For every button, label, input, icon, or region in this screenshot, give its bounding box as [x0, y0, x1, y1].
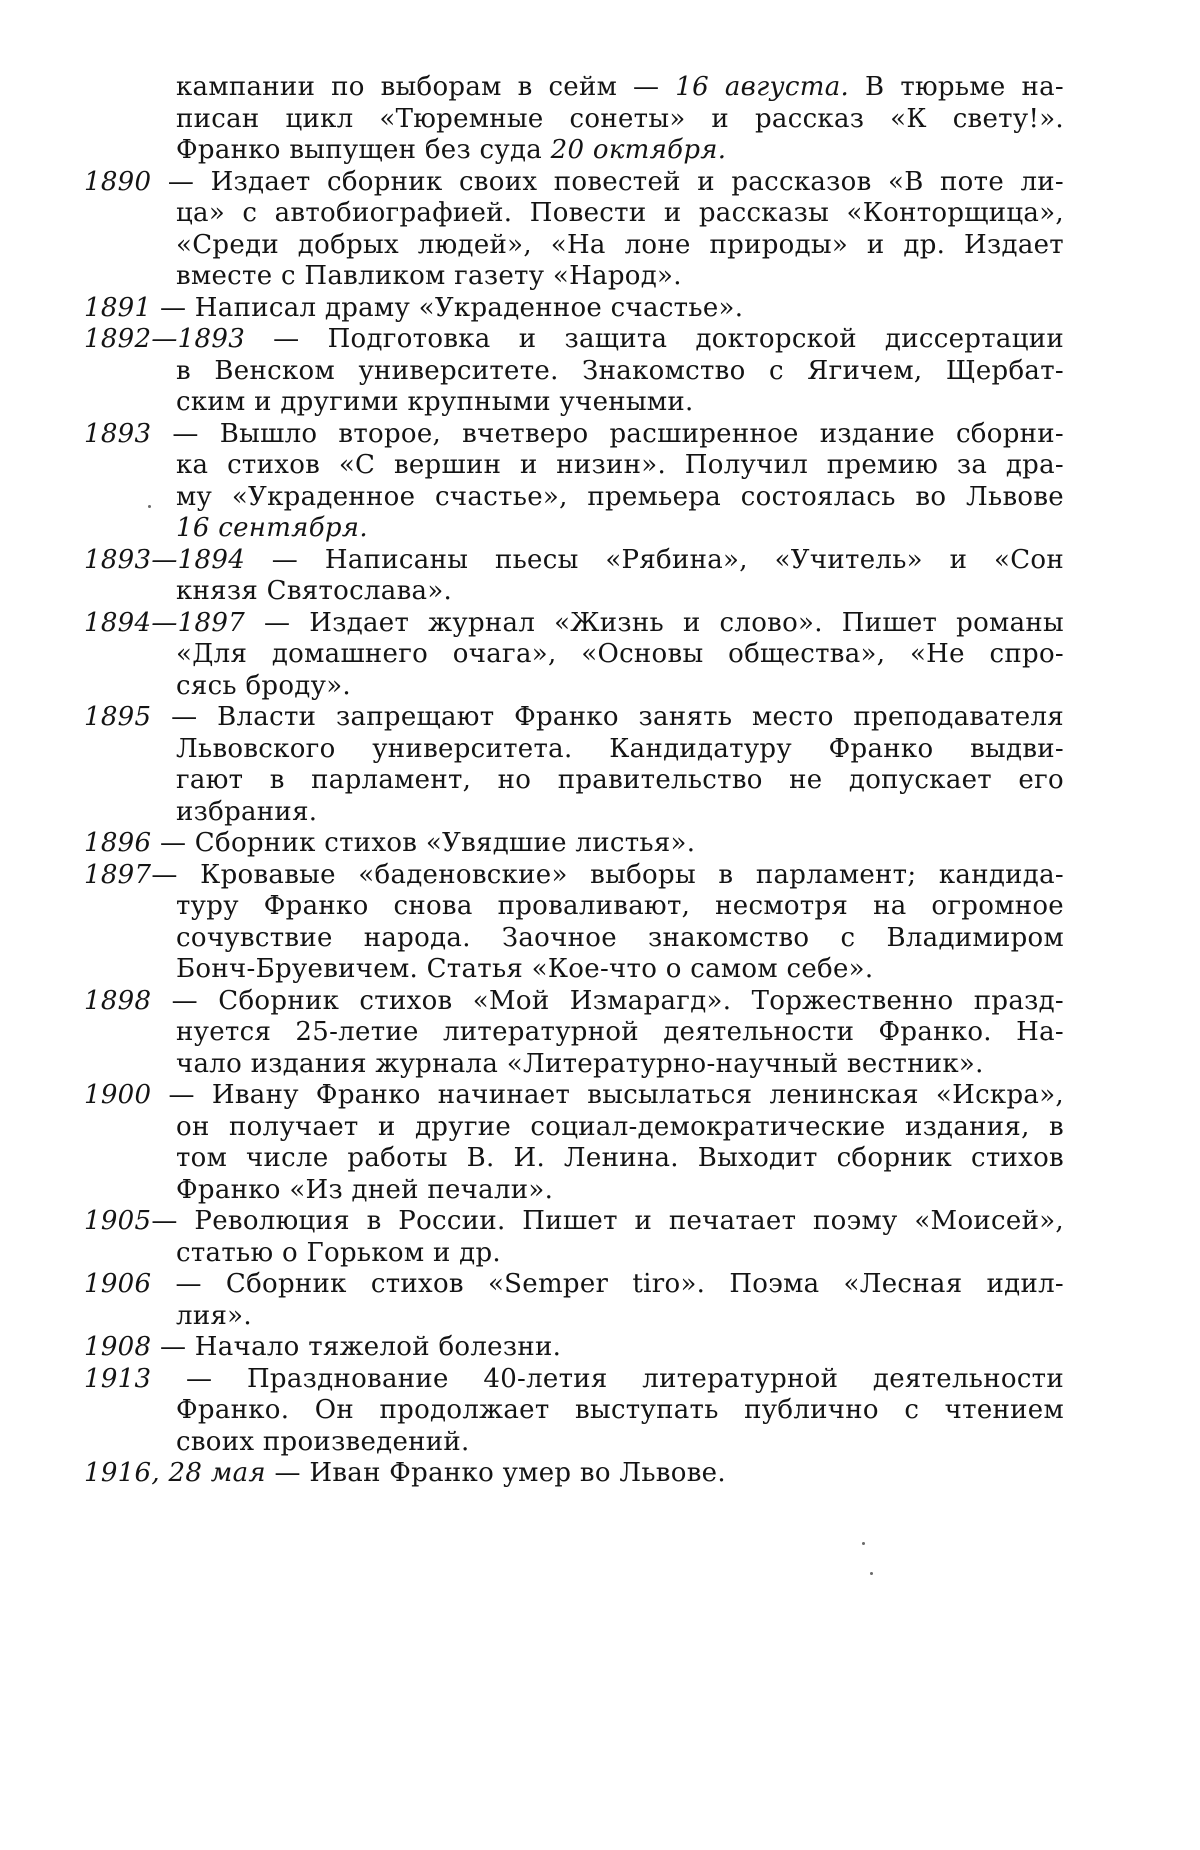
entry-text: нуется 25-летие литературной деятельности Франко. На-: [176, 1017, 1064, 1047]
entry-line: [84, 734, 1064, 766]
entry-line: [84, 797, 1064, 829]
entry-line: [84, 702, 1064, 734]
entry-line: [84, 324, 1064, 356]
entry-text: вместе с Павликом газету «Народ».: [176, 261, 682, 291]
entry-text: — Сборник стихов «Мой Измарагд». Торжественно празд-: [151, 985, 1064, 1016]
entry-line: [84, 1458, 1064, 1490]
entry-line: [84, 765, 1064, 797]
chronology-entry: [84, 1364, 1064, 1459]
chronology-entry: [84, 828, 1064, 860]
entry-line: [84, 1206, 1064, 1238]
entry-line: [84, 1175, 1064, 1207]
entry-text: избрания.: [176, 796, 318, 827]
entry-line: [84, 293, 1064, 325]
chronology-entry: [84, 293, 1064, 325]
entry-text: в Венском университете. Знакомство с Ягичем, Щербат-: [176, 355, 1064, 386]
entry-line: [84, 1112, 1064, 1144]
entry-line: [84, 1301, 1064, 1333]
italic-date-text: 16 сентября.: [176, 513, 368, 543]
entry-line: [84, 261, 1064, 293]
print-speck: [862, 1542, 865, 1545]
chronology-entry: [84, 1458, 1064, 1490]
entry-line: [84, 671, 1064, 703]
chronology-entry: [84, 702, 1064, 828]
entry-line: [84, 198, 1064, 230]
entry-line: [84, 1332, 1064, 1364]
entry-line: [84, 828, 1064, 860]
entry-line: [84, 1017, 1064, 1049]
entry-text: — Вышло второе, вчетверо расширенное издание сборни-: [151, 418, 1064, 449]
entry-date: 1896: [84, 828, 152, 858]
entry-text: — Написаны пьесы «Рябина», «Учитель» и «Сон: [245, 544, 1064, 575]
entry-text: том числе работы В. И. Ленина. Выходит сборник стихов: [176, 1143, 1064, 1173]
entry-line: [84, 482, 1064, 514]
entry-text: — Начало тяжелой болезни.: [151, 1332, 562, 1362]
entry-text: чало издания журнала «Литературно-научный вестник».: [176, 1048, 984, 1079]
entry-text: Франко «Из дней печали».: [176, 1174, 554, 1205]
chronology-entry: [84, 986, 1064, 1081]
chronology-entry: [84, 1080, 1064, 1206]
entry-date: 1908: [84, 1332, 152, 1362]
entry-text: статью о Горьком и др.: [176, 1237, 501, 1268]
entry-text: — Революция в России. Пишет и печатает поэму «Моисей»,: [151, 1206, 1064, 1236]
entry-line: [84, 356, 1064, 388]
chronology-entry: [84, 1206, 1064, 1269]
entry-line: [84, 230, 1064, 262]
entry-text: — Ивану Франко начинает высылаться ленинская «Искра»,: [151, 1080, 1064, 1110]
entry-text: «Среди добрых людей», «На лоне природы» и др. Издает: [176, 229, 1064, 260]
entry-line: [84, 545, 1064, 577]
entry-text: — Власти запрещают Франко занять место преподавателя: [151, 702, 1064, 732]
entry-text: туру Франко снова проваливают, несмотря на огромное: [176, 891, 1064, 921]
entry-text: князя Святослава».: [176, 576, 453, 606]
entry-text: ским и другими крупными учеными.: [176, 387, 694, 417]
entry-text: Франко выпущен без суда: [176, 135, 551, 165]
entry-text: «Для домашнего очага», «Основы общества», «Не спро-: [176, 639, 1064, 669]
entry-text: ца» с автобиографией. Повести и рассказы «Конторщица»,: [176, 198, 1064, 228]
entry-line: [84, 954, 1064, 986]
italic-date-text: 16 августа.: [675, 72, 850, 102]
entry-text: писан цикл «Тюремные сонеты» и рассказ «К свету!».: [176, 103, 1064, 134]
entry-text: му «Украденное счастье», премьера состоялась во Львове: [176, 481, 1064, 512]
entry-line: [84, 1364, 1064, 1396]
entry-date: 1893: [84, 418, 152, 449]
chronology-entry: [84, 545, 1064, 608]
entry-line: [84, 608, 1064, 640]
entry-date: 1892—1893: [84, 324, 246, 354]
entry-text: кампании по выборам в сейм —: [176, 72, 676, 102]
entry-line: [84, 1049, 1064, 1081]
entry-text: Франко. Он продолжает выступать публично с чтением: [176, 1395, 1064, 1425]
entry-line: [84, 387, 1064, 419]
entry-text: — Издает журнал «Жизнь и слово». Пишет романы: [245, 607, 1064, 638]
entry-text: он получает и другие социал-демократические издания, в: [176, 1111, 1064, 1142]
entry-text: В тюрьме на-: [849, 72, 1064, 102]
entry-date: 1906: [84, 1269, 152, 1299]
entry-date: 1895: [84, 702, 152, 732]
print-speck: [870, 1572, 873, 1575]
entry-text: — Подготовка и защита докторской диссертации: [245, 324, 1064, 354]
chronology-entry: [84, 1269, 1064, 1332]
entry-line: [84, 1080, 1064, 1112]
chronology-entry: [84, 419, 1064, 545]
entry-date: 1900: [84, 1080, 152, 1110]
entry-text: своих произведений.: [176, 1426, 470, 1457]
entry-text: Бонч-Бруевичем. Статья «Кое-что о самом себе».: [176, 954, 874, 984]
entry-line: [84, 1427, 1064, 1459]
entry-date: 1898: [84, 985, 152, 1016]
entry-line: [84, 513, 1064, 545]
entry-date: 1916, 28 мая: [84, 1458, 266, 1488]
entry-date: 1897: [84, 859, 152, 890]
entry-text: гают в парламент, но правительство не допускает его: [176, 765, 1064, 795]
entry-text: сясь броду».: [176, 670, 351, 701]
chronology-entry: [84, 1332, 1064, 1364]
entry-line: [84, 891, 1064, 923]
entry-text: — Празднование 40-летия литературной деятельности: [151, 1363, 1064, 1394]
entry-date: 1890: [84, 166, 152, 197]
chronology-page: [84, 72, 1064, 1490]
entry-text: ка стихов «С вершин и низин». Получил премию за дра-: [176, 450, 1064, 480]
entry-text: Львовского университета. Кандидатуру Франко выдви-: [176, 733, 1064, 764]
entry-line: [84, 167, 1064, 199]
entry-line: [84, 450, 1064, 482]
entry-line: [84, 639, 1064, 671]
entry-text: — Кровавые «баденовские» выборы в парламент; кандида-: [151, 859, 1064, 890]
chronology-entry-continued: [84, 72, 1064, 167]
entry-text: — Сборник стихов «Semper tiro». Поэма «Лесная идил-: [151, 1269, 1064, 1299]
entry-text: — Издает сборник своих повестей и рассказов «В поте ли-: [151, 166, 1064, 197]
entry-text: лия».: [176, 1300, 252, 1331]
entry-line: [84, 1143, 1064, 1175]
chronology-entry: [84, 608, 1064, 703]
entry-line: [84, 1395, 1064, 1427]
entry-text: — Иван Франко умер во Львове.: [265, 1458, 726, 1488]
italic-date-text: 20 октября.: [550, 135, 727, 165]
chronology-entry: [84, 167, 1064, 293]
entry-date: 1905: [84, 1206, 152, 1236]
entry-line: [84, 923, 1064, 955]
entry-line: [84, 135, 1064, 167]
entry-date: 1891: [84, 292, 152, 323]
entry-line: [84, 860, 1064, 892]
chronology-entry: [84, 860, 1064, 986]
entry-line: [84, 72, 1064, 104]
chronology-entry: [84, 324, 1064, 419]
entry-date: 1913: [84, 1363, 152, 1394]
entry-date: 1894—1897: [84, 607, 246, 638]
entry-line: [84, 986, 1064, 1018]
entry-line: [84, 1238, 1064, 1270]
print-speck: [148, 505, 151, 508]
entry-text: сочувствие народа. Заочное знакомство с Владимиром: [176, 922, 1064, 953]
entry-date: 1893—1894: [84, 544, 246, 575]
entry-text: — Сборник стихов «Увядшие листья».: [151, 828, 696, 858]
entry-text: — Написал драму «Украденное счастье».: [151, 292, 744, 323]
entry-line: [84, 104, 1064, 136]
entry-line: [84, 576, 1064, 608]
entry-line: [84, 1269, 1064, 1301]
entry-line: [84, 419, 1064, 451]
